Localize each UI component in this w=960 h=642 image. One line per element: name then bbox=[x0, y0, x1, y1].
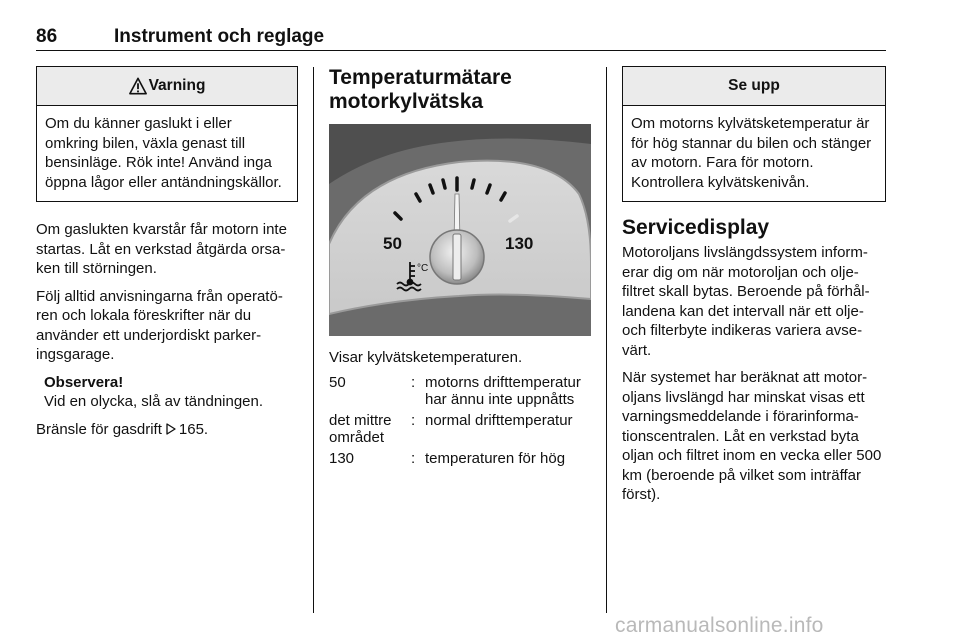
paragraph-oil-life: Motoroljans livslängdssystem informerar dig om när motoroljan och oljefiltret skall bytas. Beroende på förhållandena kan det intervall när ett olje- och filterbyte indikeras variera avsevärt. bbox=[622, 244, 870, 359]
paragraph-gas-smell: Om gaslukten kvarstår får motorn inte startas. Låt en verkstad åtgärda orsaken till störningen. bbox=[36, 221, 287, 277]
column-divider-right bbox=[606, 67, 607, 613]
caution-box bbox=[622, 66, 886, 202]
section-heading-service: Servicedisplay bbox=[622, 216, 770, 239]
warning-box-header bbox=[37, 67, 297, 106]
warning-triangle-icon bbox=[129, 77, 147, 95]
legend-row bbox=[329, 450, 591, 471]
legend-key: det mittre området bbox=[329, 411, 392, 446]
paragraph-oil-warning: När systemet har beräknat att motoroljans livslängd har minskat visas ett varningsmeddelande i förarinformationscentralen. Låt en verkstad byta oljan och filtret inom en vecka eller 500 km (beroende på vilket som inträffar först). bbox=[622, 369, 882, 503]
note-block bbox=[36, 373, 298, 412]
caution-box-text: Om motorns kylvätsketemperatur är för hög stannar du bilen och stänger av motorn. Fara för motorn. Kontrollera kylvätskenivån. bbox=[631, 115, 872, 191]
caution-box-title: Se upp bbox=[728, 77, 780, 94]
legend-value: normal drifttemperatur bbox=[425, 411, 573, 429]
note-text: Vid en olycka, slå av tändningen. bbox=[44, 393, 264, 410]
note-title: Observera! bbox=[44, 373, 124, 391]
legend-separator: : bbox=[411, 373, 416, 391]
gauge-label-low: 50 bbox=[383, 234, 402, 253]
legend-separator: : bbox=[411, 449, 416, 467]
warning-box-title: Varning bbox=[148, 77, 206, 94]
watermark: carmanualsonline.info bbox=[615, 614, 824, 637]
temperature-gauge-illustration bbox=[329, 124, 591, 336]
gauge-legend-table bbox=[329, 374, 591, 471]
figure-caption: Visar kylvätsketemperaturen. bbox=[329, 349, 523, 366]
fuel-reference-text: Bränsle för gasdrift bbox=[36, 420, 162, 438]
paragraph-fuel-reference bbox=[36, 420, 298, 440]
temperature-gauge-figure bbox=[329, 124, 591, 336]
gauge-label-high: 130 bbox=[505, 234, 534, 253]
legend-row bbox=[329, 374, 591, 412]
legend-value: temperaturen för hög bbox=[425, 449, 566, 467]
gauge-unit: °C bbox=[417, 263, 429, 274]
legend-row bbox=[329, 412, 591, 450]
section-heading-line1: Temperaturmätare bbox=[329, 66, 512, 89]
section-heading-temperature bbox=[329, 66, 591, 114]
column-left bbox=[36, 66, 298, 439]
page-number: 86 bbox=[36, 26, 58, 47]
warning-box bbox=[36, 66, 298, 202]
warning-box-text: Om du känner gaslukt i eller omkring bilen, växla genast till bensinläge. Rök inte! Använd inga öppna lågor eller antändningskällor. bbox=[45, 115, 282, 191]
paragraph-garage: Följ alltid anvisningarna från operatören och lokala föreskrifter när du använder ett underjordiskt parkeringsgarage. bbox=[36, 287, 283, 363]
column-middle bbox=[329, 66, 591, 470]
legend-separator: : bbox=[411, 411, 416, 429]
legend-value: motorns drifttemperatur har ännu inte uppnåtts bbox=[425, 373, 581, 408]
column-divider-left bbox=[313, 67, 314, 613]
page-title: Instrument och reglage bbox=[114, 26, 325, 47]
page-reference-arrow-icon[interactable] bbox=[165, 423, 177, 435]
column-right bbox=[622, 66, 886, 505]
fuel-reference-page[interactable]: 165. bbox=[178, 420, 209, 438]
caution-box-header bbox=[623, 67, 885, 106]
section-heading-line2: motorkylvätska bbox=[329, 90, 484, 113]
legend-key: 50 bbox=[329, 373, 346, 391]
page-header bbox=[36, 22, 886, 51]
legend-key: 130 bbox=[329, 449, 355, 467]
